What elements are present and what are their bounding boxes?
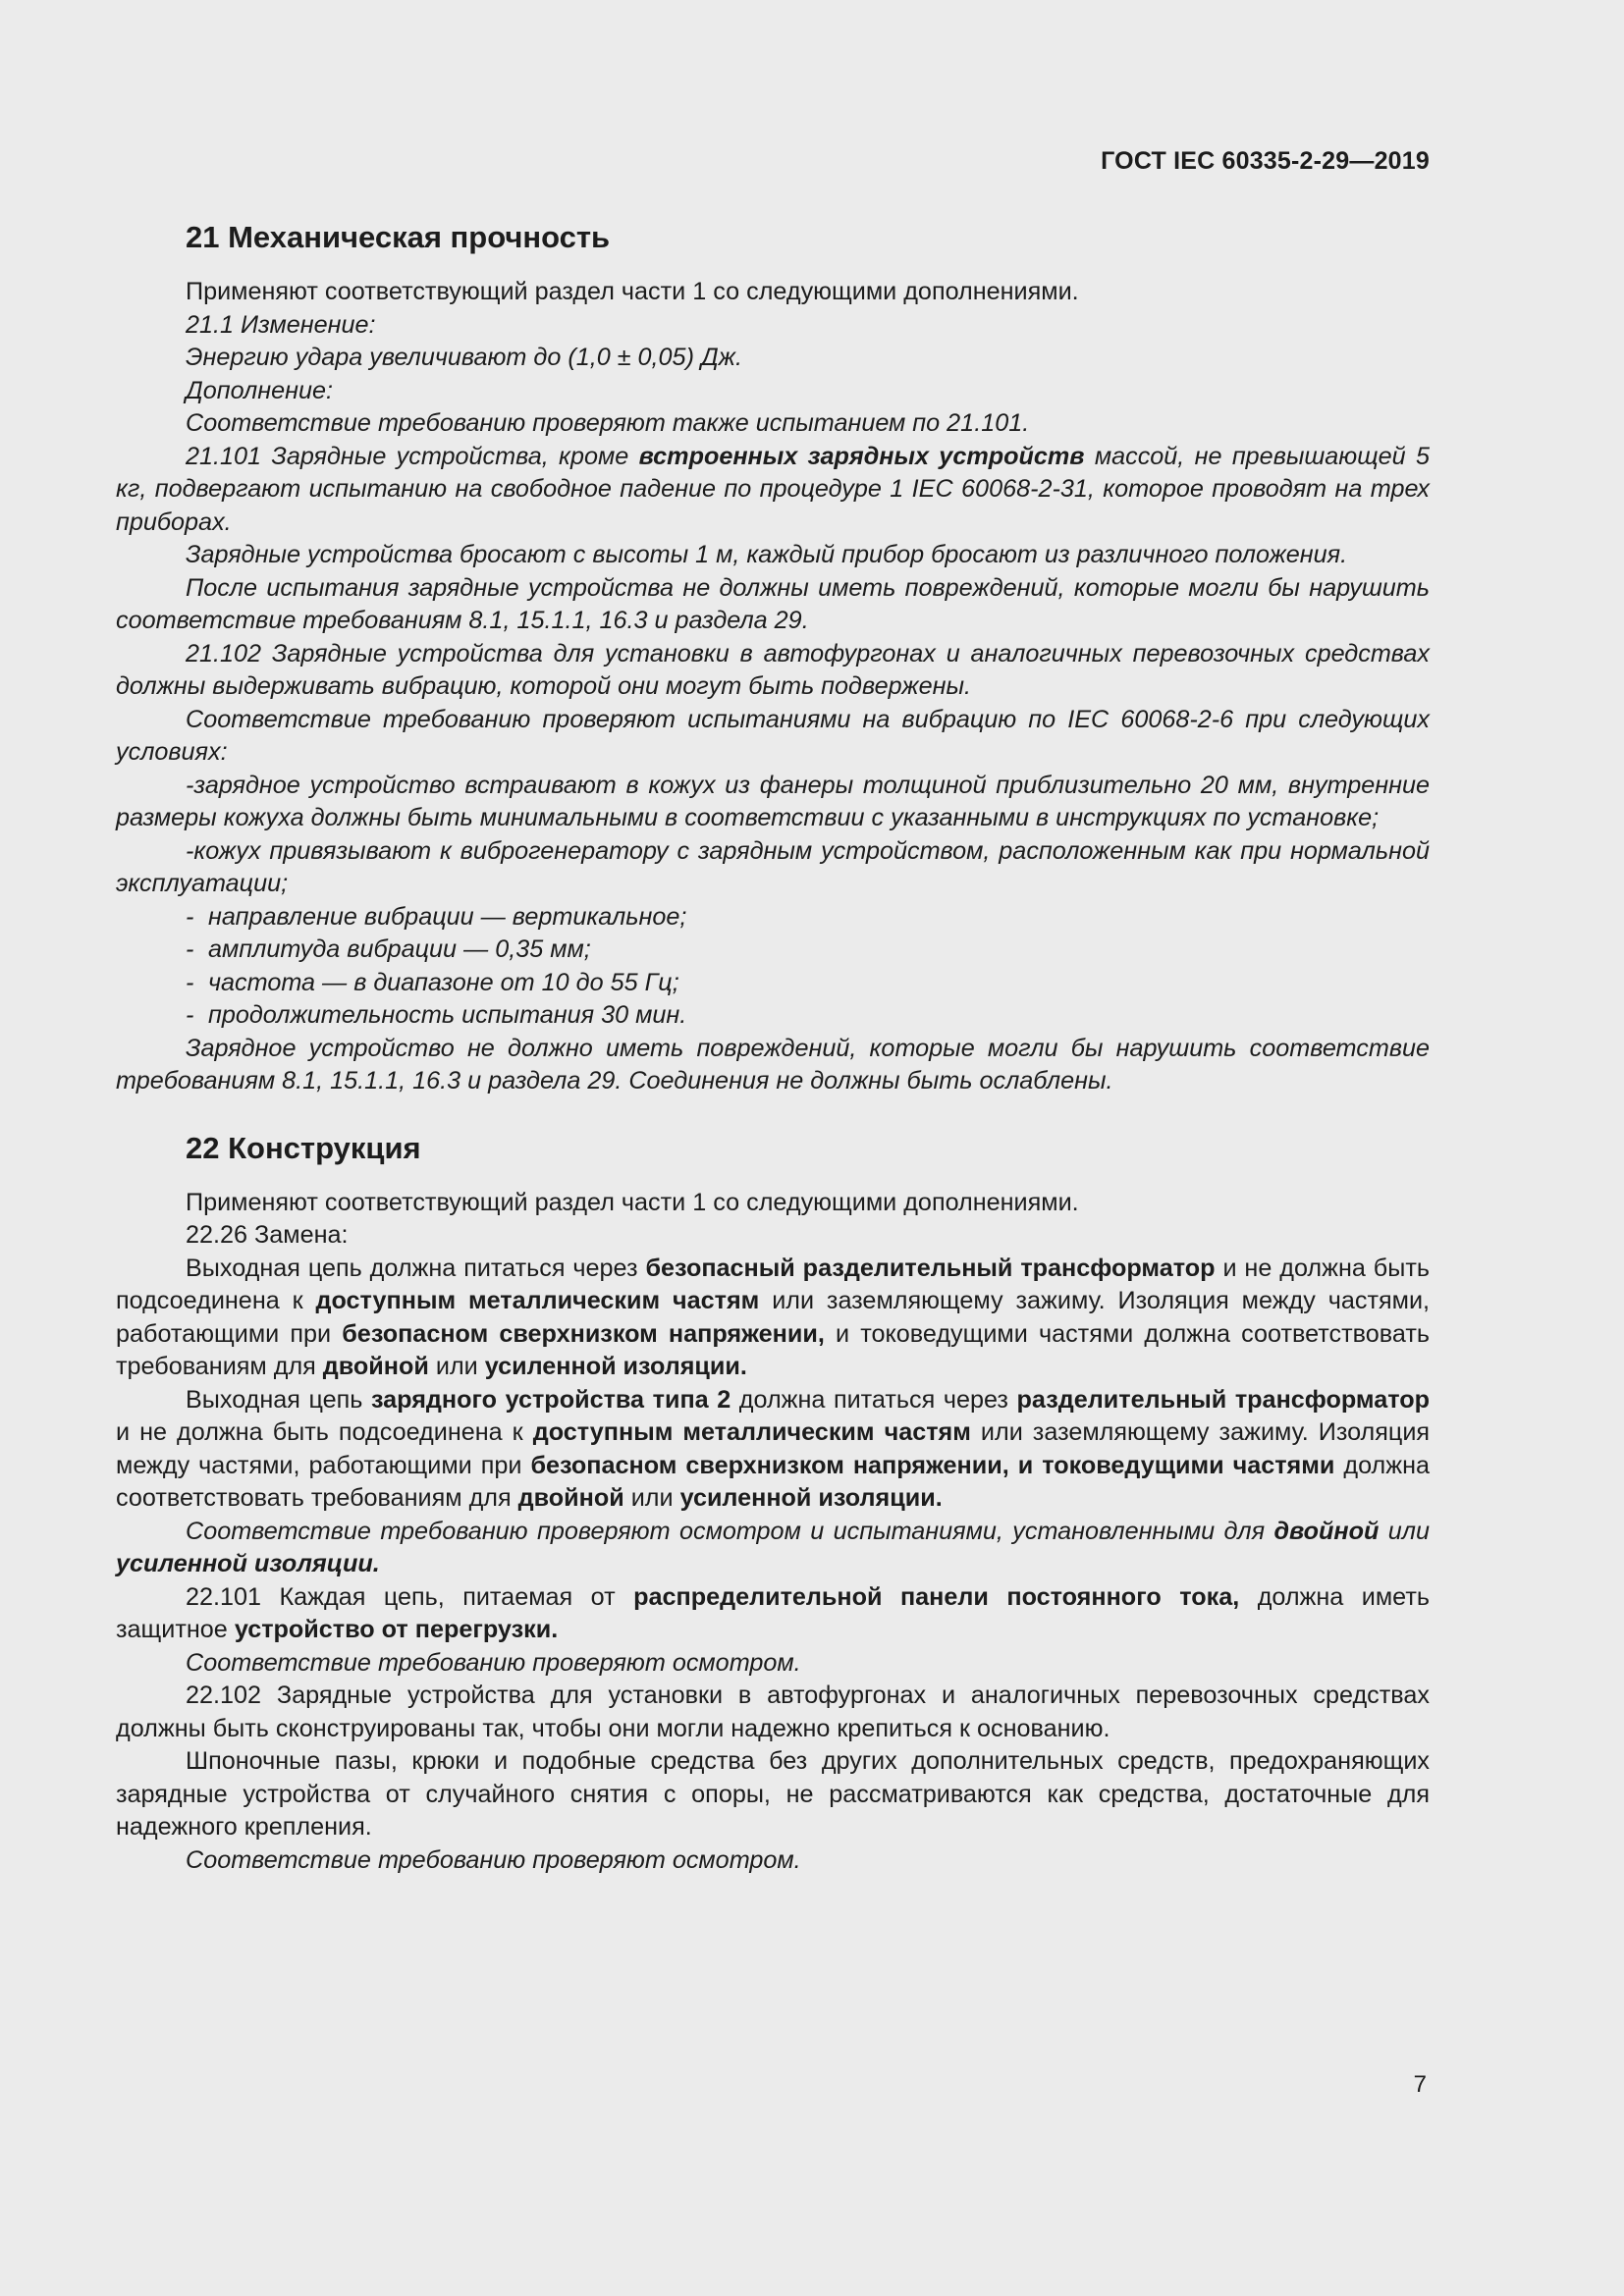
defined-term: устройство от перегрузки. [234,1616,559,1643]
paragraph: Соответствие требованию проверяют осмотром. [186,1845,801,1874]
paragraph: Соответствие требованию проверяют испытаниями на вибрацию по IEC 60068-2-6 при следующих условиях: [116,705,1430,766]
list-item: - направление вибрации — вертикальное; [186,902,687,931]
list-item: -кожух привязывают к виброгенератору с зарядным устройством, расположенным как при нормальной эксплуатации; [116,836,1430,897]
defined-term: зарядного устройства типа 2 [370,1385,731,1414]
clause-heading: 21.1 Изменение: [186,310,376,339]
paragraph: 21.102 Зарядные устройства для установки в автофургонах и аналогичных перевозочных средствах должны выдерживать вибрацию, которой они могут быть подвержены. [116,639,1430,700]
defined-term: усиленной изоляции. [116,1550,380,1577]
section-22-title: 22 Конструкция [186,1130,421,1165]
paragraph: Выходная цепь зарядного устройства типа 2 должна питаться через разделительный трансформатор и не должна быть подсоединена к доступным металлическим частям или заземляющему зажиму. Изоляция между частями, работающими при безопасном сверхнизком напряжении, и токоведущими частями должна соответствовать требованиям для двойной или усиленной изоляции. [116,1385,1431,1512]
paragraph: Соответствие требованию проверяют осмотром. [186,1648,801,1677]
paragraph: Применяют соответствующий раздел части 1 со следующими дополнениями. [186,278,1079,305]
defined-term: двойной [322,1353,429,1380]
section-21-title: 21 Механическая прочность [186,220,611,254]
defined-term: встроенных зарядных устройств [638,442,1085,470]
paragraph: После испытания зарядные устройства не должны иметь повреждений, которые могли бы нарушить соответствие требованиям 8.1, 15.1.1, 16.3 и раздела 29. [116,573,1430,634]
paragraph: Соответствие требованию проверяют осмотром и испытаниями, установленными для двойной или усиленной изоляции. [116,1517,1431,1577]
paragraph: 22.102 Зарядные устройства для установки в автофургонах и аналогичных перевозочных средствах должны быть сконструированы так, чтобы они могли надежно крепиться к основанию. [116,1682,1430,1742]
clause-heading: Дополнение: [186,376,334,404]
list-item: - продолжительность испытания 30 мин. [186,1001,687,1029]
paragraph: 22.101 Каждая цепь, питаемая от распределительной панели постоянного тока, должна иметь защитное устройство от перегрузки. [116,1582,1430,1643]
paragraph: Выходная цепь должна питаться через безопасный разделительный трансформатор и не должна быть подсоединена к доступным металлическим частям или заземляющему зажиму. Изоляция между частями, работающими при безопасном сверхнизком напряжении, и токоведущими частями должна соответствовать требованиям для двойной или усиленной изоляции. [116,1254,1431,1380]
paragraph: Энергию удара увеличивают до (1,0 ± 0,05) Дж. [186,344,743,371]
defined-term: двойной [1273,1517,1380,1545]
defined-term: усиленной изоляции. [484,1353,747,1380]
defined-term: двойной [517,1484,624,1512]
defined-term: безопасном сверхнизком напряжении, [342,1319,825,1348]
paragraph: Зарядные устройства бросают с высоты 1 м, каждый прибор бросают из различного положения. [186,541,1348,568]
defined-term: усиленной изоляции. [679,1484,943,1512]
standard-designation: ГОСТ IEC 60335-2-29—2019 [1101,147,1430,175]
clause-heading: 22.26 Замена: [186,1221,349,1249]
defined-term: доступным металлическим частям [315,1287,760,1314]
list-item: - амплитуда вибрации — 0,35 мм; [186,935,591,963]
paragraph: 21.101 Зарядные устройства, кроме встроенных зарядных устройств массой, не превышающей 5 кг, подвергают испытанию на свободное падение по процедуре 1 IEC 60068-2-31, которое проводят на трех приборах. [116,442,1431,536]
list-item: -зарядное устройство встраивают в кожух из фанеры толщиной приблизительно 20 мм, внутренние размеры кожуха должны быть минимальными в соответствии с указанными в инструкциях по установке; [116,771,1430,831]
page-number: 7 [1413,2071,1427,2098]
defined-term: разделительный трансформатор [1016,1385,1431,1414]
paragraph: Применяют соответствующий раздел части 1 со следующими дополнениями. [186,1188,1079,1216]
defined-term: доступным металлическим частям [532,1418,971,1446]
defined-term: распределительной панели постоянного тока, [633,1582,1240,1611]
page-content [116,218,1430,1877]
paragraph: Шпоночные пазы, крюки и подобные средства без других дополнительных средств, предохраняющих зарядные устройства от случайного снятия с опоры, не рассматриваются как средства, достаточные для надежного крепления. [116,1747,1430,1841]
defined-term: безопасный разделительный трансформатор [645,1254,1216,1282]
list-item: - частота — в диапазоне от 10 до 55 Гц; [186,968,679,996]
defined-term: безопасном сверхнизком напряжении, и токоведущими частями [530,1451,1335,1479]
paragraph: Зарядное устройство не должно иметь повреждений, которые могли бы нарушить соответствие требованиям 8.1, 15.1.1, 16.3 и раздела 29. Соединения не должны быть ослаблены. [116,1034,1430,1095]
paragraph: Соответствие требованию проверяют также испытанием по 21.101. [186,409,1030,437]
